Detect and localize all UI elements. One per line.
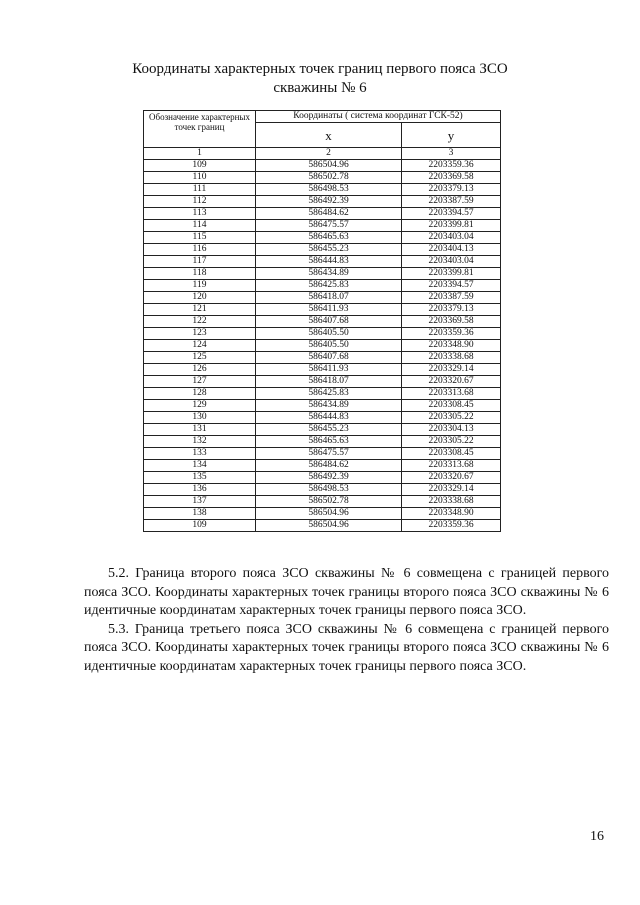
table-row	[144, 496, 501, 508]
y-coordinate-cell: 2203403.04	[402, 232, 501, 244]
point-id-cell: 111	[144, 184, 256, 196]
y-coordinate-cell: 2203359.36	[402, 520, 501, 532]
y-coordinate-cell: 2203338.68	[402, 352, 501, 364]
table-row	[144, 340, 501, 352]
x-coordinate-cell: 586455.23	[256, 424, 402, 436]
y-coordinate-cell: 2203359.36	[402, 160, 501, 172]
page-title	[100, 60, 540, 98]
point-id-cell: 128	[144, 388, 256, 400]
point-id-cell: 109	[144, 520, 256, 532]
point-id-cell: 135	[144, 472, 256, 484]
point-id-cell: 118	[144, 268, 256, 280]
point-id-cell: 114	[144, 220, 256, 232]
table-row	[144, 244, 501, 256]
table-row	[144, 520, 501, 532]
x-coordinate-cell: 586502.78	[256, 172, 402, 184]
table-row	[144, 328, 501, 340]
point-id-cell: 123	[144, 328, 256, 340]
y-coordinate-cell: 2203399.81	[402, 268, 501, 280]
point-id-cell: 115	[144, 232, 256, 244]
point-id-cell: 134	[144, 460, 256, 472]
page-number: 16	[590, 829, 604, 844]
y-coordinate-cell: 2203348.90	[402, 508, 501, 520]
header-x: x	[256, 123, 402, 148]
x-coordinate-cell: 586484.62	[256, 460, 402, 472]
table-row	[144, 436, 501, 448]
table-row	[144, 388, 501, 400]
x-coordinate-cell: 586411.93	[256, 304, 402, 316]
x-coordinate-cell: 586407.68	[256, 316, 402, 328]
y-coordinate-cell: 2203320.67	[402, 376, 501, 388]
point-id-cell: 121	[144, 304, 256, 316]
y-coordinate-cell: 2203329.14	[402, 484, 501, 496]
point-id-cell: 122	[144, 316, 256, 328]
header-coordinate-system: Координаты ( система координат ГСК-52)	[256, 111, 501, 123]
table-row	[144, 220, 501, 232]
table-row	[144, 184, 501, 196]
x-coordinate-cell: 586425.83	[256, 388, 402, 400]
coordinates-table	[143, 110, 501, 532]
point-id-cell: 113	[144, 208, 256, 220]
x-coordinate-cell: 586465.63	[256, 232, 402, 244]
y-coordinate-cell: 2203403.04	[402, 256, 501, 268]
table-row	[144, 460, 501, 472]
x-coordinate-cell: 586504.96	[256, 160, 402, 172]
x-coordinate-cell: 586444.83	[256, 256, 402, 268]
y-coordinate-cell: 2203359.36	[402, 328, 501, 340]
table-row	[144, 424, 501, 436]
table-row	[144, 484, 501, 496]
header-y: y	[402, 123, 501, 148]
x-coordinate-cell: 586444.83	[256, 412, 402, 424]
y-coordinate-cell: 2203394.57	[402, 280, 501, 292]
x-coordinate-cell: 586484.62	[256, 208, 402, 220]
y-coordinate-cell: 2203338.68	[402, 496, 501, 508]
y-coordinate-cell: 2203369.58	[402, 172, 501, 184]
table-row	[144, 316, 501, 328]
table-row	[144, 304, 501, 316]
coordinates-table-body	[144, 160, 501, 532]
table-row	[144, 280, 501, 292]
x-coordinate-cell: 586502.78	[256, 496, 402, 508]
table-row	[144, 292, 501, 304]
point-id-cell: 119	[144, 280, 256, 292]
point-id-cell: 129	[144, 400, 256, 412]
x-coordinate-cell: 586475.57	[256, 448, 402, 460]
column-number: 1	[144, 148, 256, 160]
x-coordinate-cell: 586455.23	[256, 244, 402, 256]
point-id-cell: 109	[144, 160, 256, 172]
table-row	[144, 160, 501, 172]
point-id-cell: 112	[144, 196, 256, 208]
title-line-1: Координаты характерных точек границ первого пояса ЗСО	[132, 61, 508, 77]
table-row	[144, 352, 501, 364]
y-coordinate-cell: 2203404.13	[402, 244, 501, 256]
point-id-cell: 116	[144, 244, 256, 256]
y-coordinate-cell: 2203394.57	[402, 208, 501, 220]
x-coordinate-cell: 586492.39	[256, 472, 402, 484]
point-id-cell: 138	[144, 508, 256, 520]
y-coordinate-cell: 2203399.81	[402, 220, 501, 232]
point-id-cell: 133	[144, 448, 256, 460]
y-coordinate-cell: 2203387.59	[402, 292, 501, 304]
point-id-cell: 137	[144, 496, 256, 508]
y-coordinate-cell: 2203313.68	[402, 460, 501, 472]
x-coordinate-cell: 586504.96	[256, 520, 402, 532]
table-row	[144, 364, 501, 376]
y-coordinate-cell: 2203308.45	[402, 448, 501, 460]
x-coordinate-cell: 586475.57	[256, 220, 402, 232]
table-row	[144, 376, 501, 388]
x-coordinate-cell: 586405.50	[256, 328, 402, 340]
point-id-cell: 131	[144, 424, 256, 436]
column-number: 3	[402, 148, 501, 160]
y-coordinate-cell: 2203304.13	[402, 424, 501, 436]
y-coordinate-cell: 2203379.13	[402, 304, 501, 316]
y-coordinate-cell: 2203329.14	[402, 364, 501, 376]
body-text	[84, 565, 609, 676]
point-id-cell: 110	[144, 172, 256, 184]
point-id-cell: 125	[144, 352, 256, 364]
table-row	[144, 172, 501, 184]
y-coordinate-cell: 2203308.45	[402, 400, 501, 412]
x-coordinate-cell: 586498.53	[256, 484, 402, 496]
x-coordinate-cell: 586465.63	[256, 436, 402, 448]
y-coordinate-cell: 2203305.22	[402, 436, 501, 448]
x-coordinate-cell: 586492.39	[256, 196, 402, 208]
header-designation: Обозначение характерных точек границ	[144, 111, 256, 148]
x-coordinate-cell: 586411.93	[256, 364, 402, 376]
y-coordinate-cell: 2203313.68	[402, 388, 501, 400]
table-row	[144, 508, 501, 520]
column-number-row	[144, 148, 501, 160]
table-row	[144, 208, 501, 220]
table-row	[144, 400, 501, 412]
table-row	[144, 196, 501, 208]
x-coordinate-cell: 586498.53	[256, 184, 402, 196]
paragraph-5-3: 5.3. Граница третьего пояса ЗСО скважины № 6 совмещена с границей первого пояса ЗСО. Координаты характерных точек границы второго пояса ЗСО скважины № 6 идентичные координатам характерных точек границы первого пояса ЗСО.	[84, 621, 609, 674]
point-id-cell: 136	[144, 484, 256, 496]
y-coordinate-cell: 2203369.58	[402, 316, 501, 328]
x-coordinate-cell: 586405.50	[256, 340, 402, 352]
table-row	[144, 232, 501, 244]
table-row	[144, 268, 501, 280]
y-coordinate-cell: 2203379.13	[402, 184, 501, 196]
point-id-cell: 120	[144, 292, 256, 304]
point-id-cell: 117	[144, 256, 256, 268]
point-id-cell: 124	[144, 340, 256, 352]
x-coordinate-cell: 586434.89	[256, 268, 402, 280]
point-id-cell: 127	[144, 376, 256, 388]
x-coordinate-cell: 586504.96	[256, 508, 402, 520]
point-id-cell: 126	[144, 364, 256, 376]
y-coordinate-cell: 2203305.22	[402, 412, 501, 424]
x-coordinate-cell: 586418.07	[256, 376, 402, 388]
x-coordinate-cell: 586425.83	[256, 280, 402, 292]
column-number: 2	[256, 148, 402, 160]
x-coordinate-cell: 586418.07	[256, 292, 402, 304]
paragraph-5-2: 5.2. Граница второго пояса ЗСО скважины № 6 совмещена с границей первого пояса ЗСО. Координаты характерных точек границы второго пояса ЗСО скважины № 6 идентичные координатам характерных точек границы первого пояса ЗСО.	[84, 566, 609, 618]
table-row	[144, 256, 501, 268]
table-row	[144, 448, 501, 460]
point-id-cell: 132	[144, 436, 256, 448]
x-coordinate-cell: 586407.68	[256, 352, 402, 364]
point-id-cell: 130	[144, 412, 256, 424]
y-coordinate-cell: 2203387.59	[402, 196, 501, 208]
x-coordinate-cell: 586434.89	[256, 400, 402, 412]
title-line-2: скважины № 6	[273, 80, 367, 96]
y-coordinate-cell: 2203320.67	[402, 472, 501, 484]
table-row	[144, 412, 501, 424]
table-row	[144, 472, 501, 484]
y-coordinate-cell: 2203348.90	[402, 340, 501, 352]
